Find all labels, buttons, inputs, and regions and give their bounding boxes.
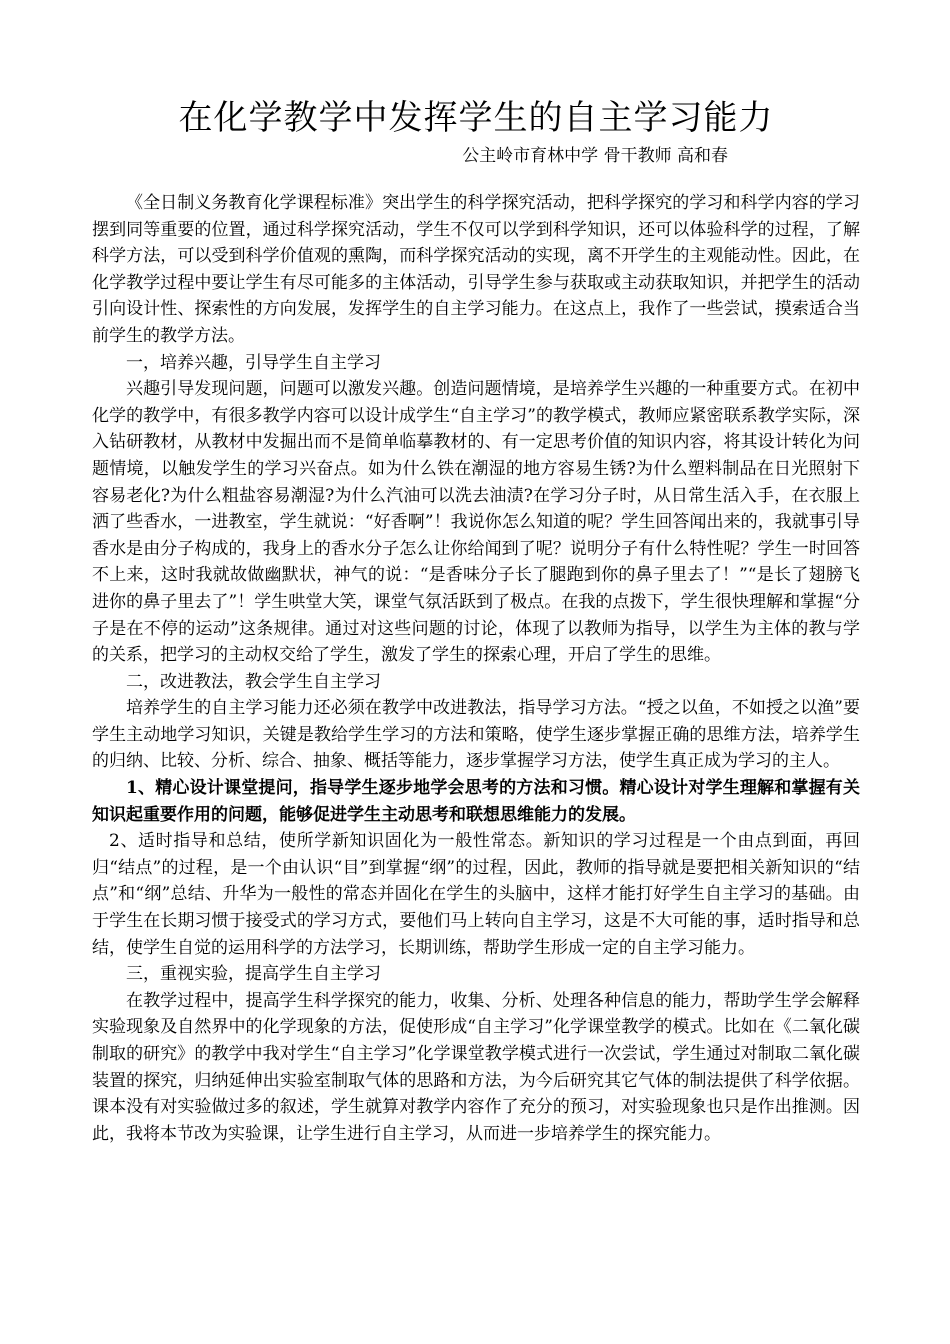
intro-paragraph: 《全日制义务教育化学课程标准》突出学生的科学探究活动，把科学探究的学习和科学内容的学习摆到同等重要的位置，通过科学探究活动，学生不仅可以学到科学知识，还可以体验科学的过程，了解科学方法，可以受到科学价值观的熏陶，而科学探究活动的实现，离不开学生的主观能动性。因此，在化学教学过程中要让学生有尽可能多的主体活动，引导学生参与获取或主动获取知识，并把学生的活动引向设计性、探索性的方向发展，发挥学生的自主学习能力。在这点上，我作了一些尝试，摸索适合当前学生的教学方法。 (92, 193, 860, 346)
section-heading-1: 一，培养兴趣，引导学生自主学习 (126, 352, 381, 373)
section-heading-3: 三，重视实验，提高学生自主学习 (126, 964, 381, 985)
section-2-point-1: 1、精心设计课堂提问，指导学生逐步地学会思考的方法和习惯。精心设计对学生理解和掌握有关知识起重要作用的问题，能够促进学生主动思考和联想思维能力的发展。 (92, 778, 860, 825)
section-3-paragraph: 在教学过程中，提高学生科学探究的能力，收集、分析、处理各种信息的能力，帮助学生学会解释实验现象及自然界中的化学现象的方法，促使形成“自主学习”化学课堂教学的模式。比如在《二氧化碳制取的研究》的教学中我对学生“自主学习”化学课堂教学模式进行一次尝试，学生通过对制取二氧化碳装置的探究，归纳延伸出实验室制取气体的思路和方法，为今后研究其它气体的制法提供了科学依据。课本没有对实验做过多的叙述，学生就算对教学内容作了充分的预习，对实验现象也只是作出推测。因此，我将本节改为实验课，让学生进行自主学习，从而进一步培养学生的探究能力。 (92, 990, 860, 1144)
section-heading-2: 二，改进教法，教会学生自主学习 (126, 671, 381, 692)
author-byline: 公主岭市育林中学 骨干教师 高和春 (462, 146, 728, 166)
document-page (92, 96, 860, 1147)
section-2-paragraph: 培养学生的自主学习能力还必须在教学中改进教法，指导学习方法。“授之以鱼，不如授之以渔”要学生主动地学习知识，关键是教给学生学习的方法和策略，使学生逐步掌握正确的思维方法，培养学生的归纳、比较、分析、综合、抽象、概括等能力，逐步掌握学习方法，使学生真正成为学习的主人。 (92, 698, 860, 772)
document-title: 在化学教学中发挥学生的自主学习能力 (178, 98, 774, 138)
section-2-point-2: 2、适时指导和总结，使所学新知识固化为一般性常态。新知识的学习过程是一个由点到面，再回归“结点”的过程，是一个由认识“目”到掌握“纲”的过程，因此，教师的指导就是要把相关新知识的“结点”和“纲”总结、升华为一般性的常态并固化在学生的头脑中，这样才能打好学生自主学习的基础。由于学生在长期习惯于接受式的学习方式，要他们马上转向自主学习，这是不大可能的事，适时指导和总结，使学生自觉的运用科学的方法学习，长期训练，帮助学生形成一定的自主学习能力。 (92, 831, 860, 958)
section-1-paragraph: 兴趣引导发现问题，问题可以激发兴趣。创造问题情境，是培养学生兴趣的一种重要方式。在初中化学的教学中，有很多教学内容可以设计成学生“自主学习”的教学模式，教师应紧密联系教学实际，深入钻研教材，从教材中发掘出而不是简单临摹教材的、有一定思考价值的知识内容，将其设计转化为问题情境，以触发学生的学习兴奋点。如为什么铁在潮湿的地方容易生锈?为什么塑料制品在日光照射下容易老化?为什么粗盐容易潮湿?为什么汽油可以洗去油渍?在学习分子时，从日常生活入手，在衣服上洒了些香水，一进教室，学生就说：“好香啊”！我说你怎么知道的呢？学生回答闻出来的，我就事引导香水是由分子构成的，我身上的香水分子怎么让你给闻到了呢？说明分子有什么特性呢？学生一时回答不上来，这时我就故做幽默状，神气的说：“是香味分子长了腿跑到你的鼻子里去了！”“是长了翅膀飞进你的鼻子里去了”！学生哄堂大笑，课堂气氛活跃到了极点。在我的点拨下，学生很快理解和掌握“分子是在不停的运动”这条规律。通过对这些问题的讨论，体现了以教师为指导，以学生为主体的教与学的关系，把学习的主动权交给了学生，激发了学生的探索心理，开启了学生的思维。 (92, 379, 860, 666)
